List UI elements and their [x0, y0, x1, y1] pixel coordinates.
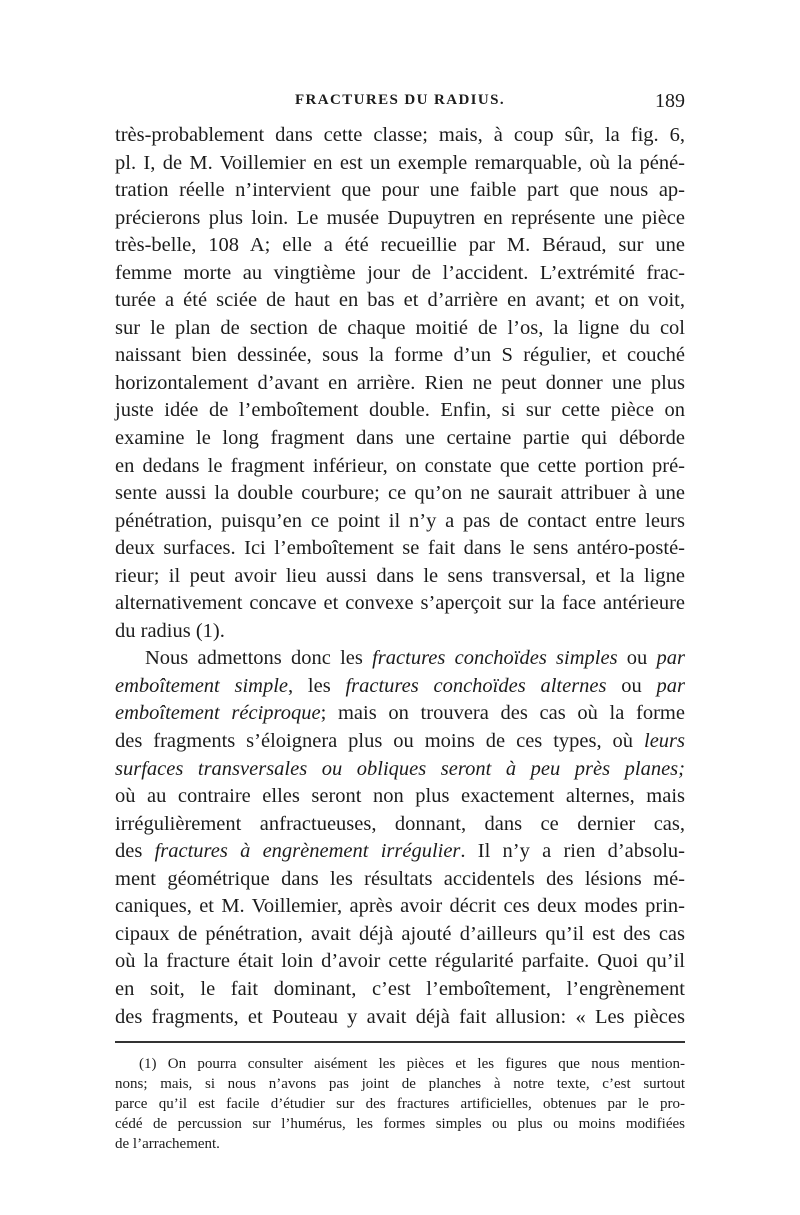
- body-text: [115, 122, 685, 1031]
- footnote-line: de l’arrachement.: [115, 1136, 220, 1152]
- text-line: [115, 783, 685, 811]
- text-run: des: [115, 840, 155, 863]
- italic-term: leurs: [644, 730, 685, 753]
- text-run: où au contraire elles seront non plus exactement alternes, mais: [115, 785, 685, 808]
- text-run: , les: [288, 674, 346, 697]
- text-line: du radius (1).: [115, 619, 225, 642]
- text-line: [115, 645, 685, 673]
- text-line: en dedans le fragment inférieur, on constate que cette portion pré-: [115, 454, 685, 477]
- text-line: [115, 838, 685, 866]
- text-line: où la fracture était loin d’avoir cette régularité parfaite. Quoi qu’il: [115, 950, 685, 973]
- text-line: cipaux de pénétration, avait déjà ajouté d’ailleurs qu’il est des cas: [115, 922, 685, 945]
- footnote: [115, 1054, 685, 1154]
- text-line: ment géométrique dans les résultats accidentels des lésions mé-: [115, 867, 685, 890]
- text-line: deux surfaces. Ici l’emboîtement se fait dans le sens antéro-posté-: [115, 537, 685, 560]
- text-run: . Il n’y a rien d’absolu-: [460, 840, 686, 863]
- text-line: pénétration, puisqu’en ce point il n’y a pas de contact entre leurs: [115, 509, 685, 532]
- text-line: examine le long fragment dans une certaine partie qui déborde: [115, 427, 685, 450]
- text-line: tration réelle n’intervient que pour une faible part que nous ap-: [115, 179, 685, 202]
- text-line: caniques, et M. Voillemier, après avoir décrit ces deux modes prin-: [115, 895, 685, 918]
- text-line: en soit, le fait dominant, c’est l’emboîtement, l’engrènement: [115, 977, 685, 1000]
- text-line: [115, 700, 685, 728]
- running-title: FRACTURES DU RADIUS.: [294, 92, 506, 108]
- text-line: sur le plan de section de chaque moitié de l’os, la ligne du col: [115, 316, 685, 339]
- text-line: horizontalement d’avant en arrière. Rien ne peut donner une plus: [115, 371, 685, 394]
- text-run: ou: [617, 647, 657, 670]
- text-line: des fragments, et Pouteau y avait déjà fait allusion: « Les pièces: [115, 1005, 685, 1028]
- text-run: des fragments s’éloignera plus ou moins de ces types, où: [115, 730, 644, 753]
- text-line: très-probablement dans cette classe; mais, à coup sûr, la fig. 6,: [115, 124, 685, 146]
- italic-term: fractures à engrènement irrégulier: [154, 840, 461, 863]
- text-line: rieur; il peut avoir lieu aussi dans le sens transversal, et la ligne: [115, 564, 685, 587]
- italic-term: fractures conchoïdes alternes: [345, 674, 607, 697]
- footnote-line: (1) On pourra consulter aisément les pièces et les figures que nous mention-: [139, 1056, 685, 1072]
- text-line: turée a été sciée de haut en bas et d’arrière en avant; et on voit,: [115, 289, 685, 312]
- text-line: précierons plus loin. Le musée Dupuytren en représente une pièce: [115, 206, 685, 229]
- text-line: [115, 673, 685, 701]
- text-line: pl. I, de M. Voillemier en est un exemple remarquable, où la péné-: [115, 151, 685, 174]
- text-line: femme morte au vingtième jour de l’accident. L’extrémité frac-: [115, 261, 685, 284]
- text-line: sente aussi la double courbure; ce qu’on ne saurait attribuer à une: [115, 482, 685, 505]
- italic-term: emboîtement réciproque: [115, 702, 321, 725]
- text-line: [115, 756, 685, 784]
- italic-term: fractures conchoïdes simples: [372, 647, 618, 670]
- italic-term: surfaces transversales ou obliques seront à peu près planes;: [115, 757, 685, 780]
- text-run: irrégulièrement anfractueuses, donnant, dans ce dernier cas,: [115, 812, 685, 835]
- text-line: naissant bien dessinée, sous la forme d’un S régulier, et couché: [115, 344, 685, 367]
- text-run: Nous admettons donc les: [145, 647, 373, 670]
- text-line: [115, 728, 685, 756]
- footnote-line: cédé de percussion sur l’humérus, les formes simples ou plus ou moins modifiées: [115, 1116, 685, 1132]
- running-head: [115, 92, 685, 116]
- text-run: ou: [606, 674, 657, 697]
- text-line: très-belle, 108 A; elle a été recueillie par M. Béraud, sur une: [115, 234, 685, 257]
- italic-term: emboîtement simple: [115, 674, 289, 697]
- italic-term: par: [656, 674, 686, 697]
- italic-term: par: [656, 647, 686, 670]
- page-number: 189: [655, 90, 685, 112]
- footnote-divider: [115, 1041, 685, 1043]
- text-line: alternativement concave et convexe s’aperçoit sur la face antérieure: [115, 592, 685, 615]
- footnote-line: parce qu’il est facile d’étudier sur des fractures artificielles, obtenues par le pro-: [115, 1096, 685, 1112]
- text-line: [115, 811, 685, 839]
- text-line: juste idée de l’emboîtement double. Enfin, si sur cette pièce on: [115, 399, 685, 422]
- text-run: ; mais on trouvera des cas où la forme: [320, 702, 685, 725]
- footnote-line: nons; mais, si nous n’avons pas joint de planches à notre texte, c’est surtout: [115, 1076, 685, 1092]
